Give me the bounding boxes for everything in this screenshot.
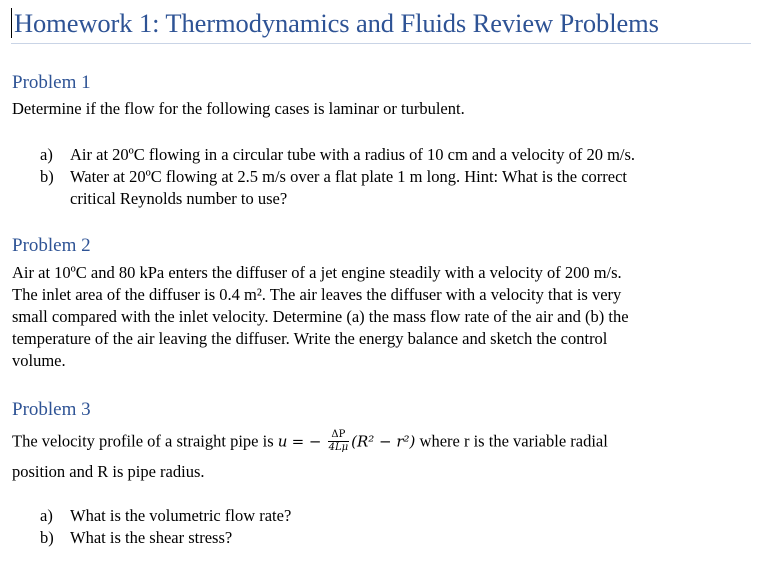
list-item-text: What is the volumetric flow rate? bbox=[70, 506, 292, 525]
list-item-label: b) bbox=[40, 167, 54, 186]
equation-lhs: u bbox=[277, 432, 288, 451]
problem-2-heading: Problem 2 bbox=[12, 235, 91, 256]
list-item-text: What is the shear stress? bbox=[70, 528, 233, 547]
title-divider bbox=[11, 43, 751, 44]
list-item-label: a) bbox=[40, 506, 53, 525]
equation-intro-text: The velocity profile of a straight pipe is bbox=[12, 431, 274, 451]
problem-3-heading: Problem 3 bbox=[12, 399, 91, 420]
equation-trailing-text: where r is the variable radial bbox=[419, 431, 608, 451]
problem-2-line: The inlet area of the diffuser is 0.4 m². The air leaves the diffuser with a velocity that is very bbox=[12, 285, 622, 304]
fraction-numerator: ΔP bbox=[328, 429, 350, 442]
problem-2-line: volume. bbox=[12, 351, 66, 370]
problem-2-line: Air at 10ºC and 80 kPa enters the diffuser of a jet engine steadily with a velocity of 200 m/s. bbox=[12, 263, 622, 282]
problem-3-line: position and R is pipe radius. bbox=[12, 462, 205, 481]
list-item-label: a) bbox=[40, 145, 53, 164]
fraction-denominator: 4Lμ bbox=[328, 442, 349, 453]
text-cursor bbox=[11, 8, 12, 38]
problem-2-line: small compared with the inlet velocity. Determine (a) the mass flow rate of the air and (b) the bbox=[12, 307, 629, 326]
problem-2-line: temperature of the air leaving the diffuser. Write the energy balance and sketch the control bbox=[12, 329, 608, 348]
list-item-text: Air at 20ºC flowing in a circular tube with a radius of 10 cm and a velocity of 20 m/s. bbox=[70, 145, 636, 164]
list-item-text: Water at 20ºC flowing at 2.5 m/s over a flat plate 1 m long. Hint: What is the correct bbox=[70, 167, 628, 186]
equation-parenthetical: (R² − r²) bbox=[351, 432, 416, 451]
list-item-label: b) bbox=[40, 528, 54, 547]
equation-relation: = − bbox=[291, 432, 322, 451]
problem-1-heading: Problem 1 bbox=[12, 72, 91, 93]
problem-1-intro: Determine if the flow for the following cases is laminar or turbulent. bbox=[12, 99, 465, 118]
list-item-text-continued: critical Reynolds number to use? bbox=[70, 189, 288, 208]
document-title: Homework 1: Thermodynamics and Fluids Review Problems bbox=[14, 8, 659, 38]
problem-3-equation-line bbox=[12, 430, 608, 455]
equation-fraction bbox=[328, 429, 350, 454]
